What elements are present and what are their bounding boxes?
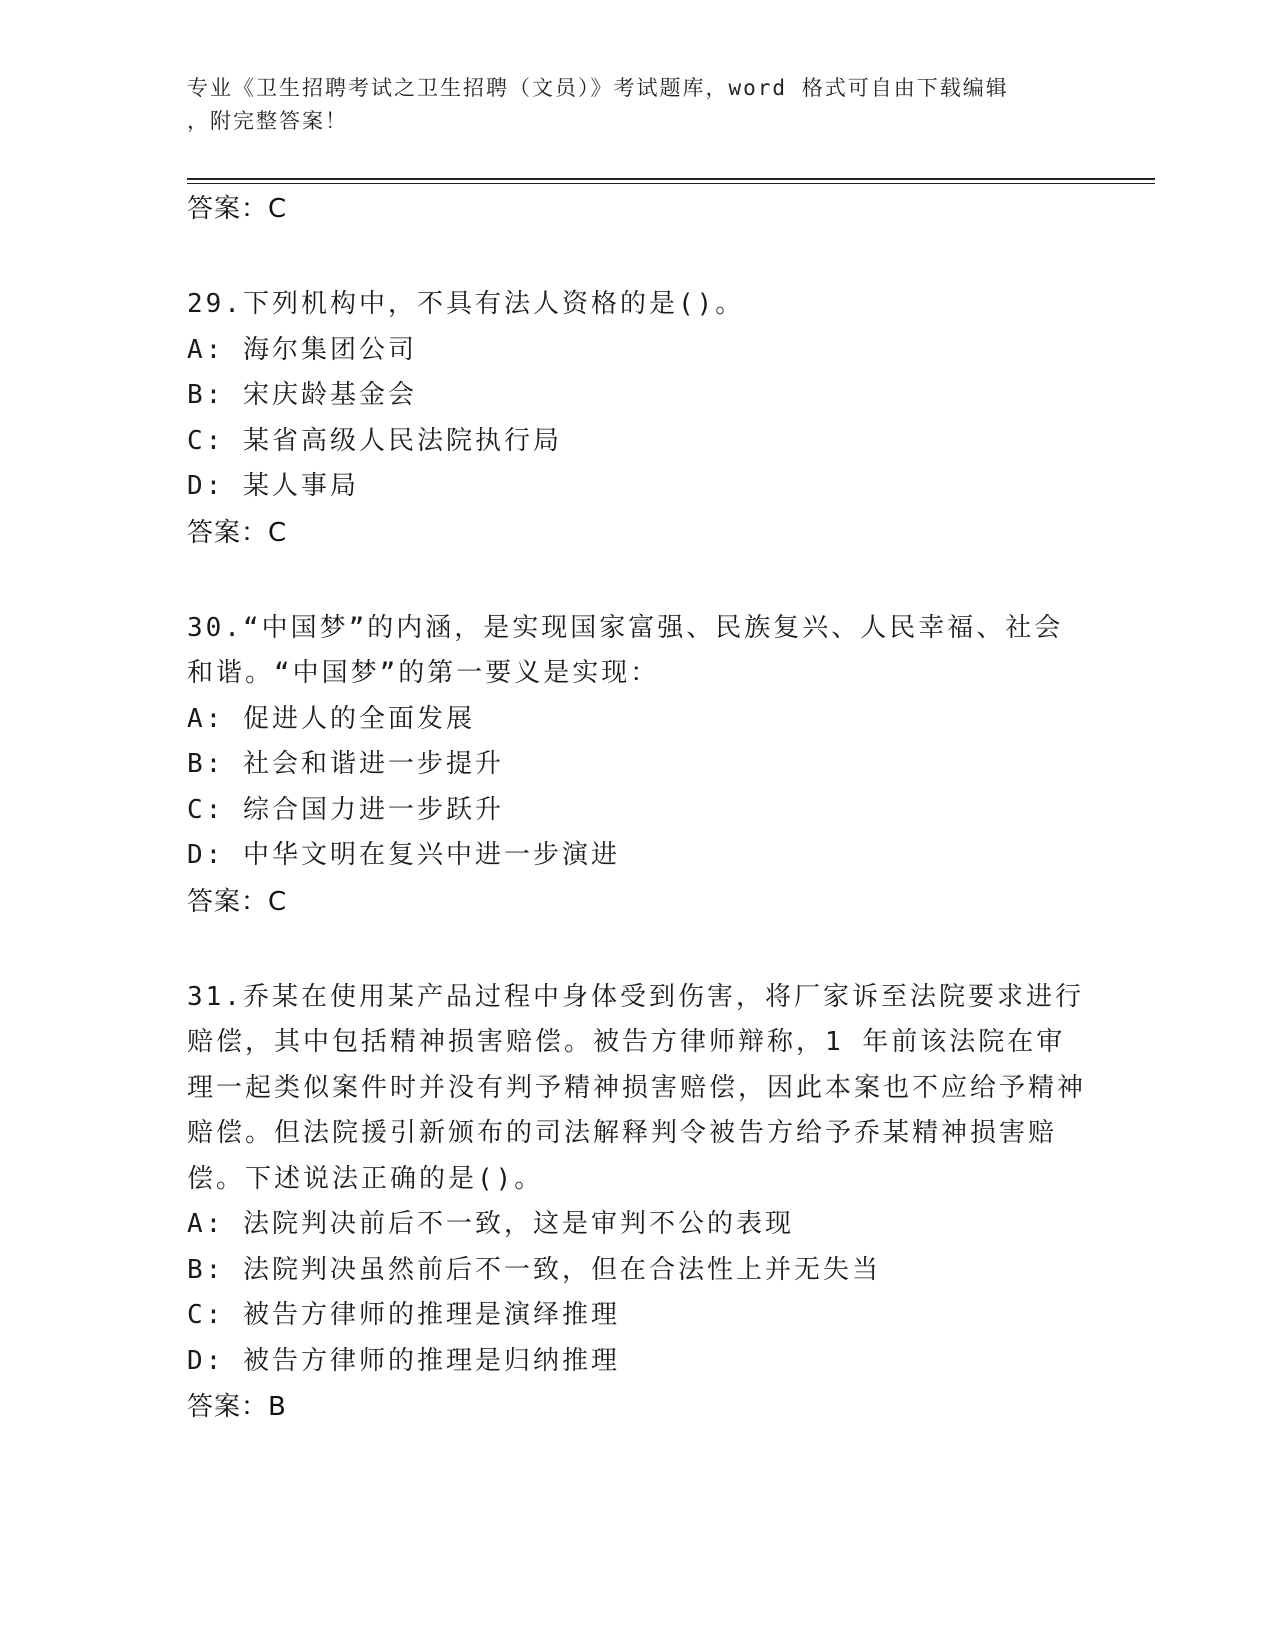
answer-line: 答案：C xyxy=(187,886,288,917)
option-c: C: 综合国力进一步跃升 xyxy=(187,794,504,825)
option-d: D: 中华文明在复兴中进一步演进 xyxy=(187,840,620,870)
page-header xyxy=(187,72,1067,138)
question-text: 30.“中国梦”的内涵，是实现国家富强、民族复兴、人民幸福、社会和谐。“中国梦”的第一要义是实现： xyxy=(187,612,1064,688)
option-b: B: 宋庆龄基金会 xyxy=(187,380,417,410)
answer-line: 答案：C xyxy=(187,194,288,224)
question-31 xyxy=(187,975,1087,1431)
header-rule xyxy=(187,178,1155,180)
header-rule-thin xyxy=(187,183,1155,184)
option-a: A: 海尔集团公司 xyxy=(187,334,417,365)
option-a: A: 法院判决前后不一致，这是审判不公的表现 xyxy=(187,1209,794,1239)
question-30 xyxy=(187,606,1087,925)
option-a: A: 促进人的全面发展 xyxy=(187,703,475,734)
question-text: 31.乔某在使用某产品过程中身体受到伤害，将厂家诉至法院要求进行赔偿，其中包括精神损害赔偿。被告方律师辩称，1 年前该法院在审理一起类似案件时并没有判予精神损害赔偿，因此本案也不应给予精神赔偿。但法院援引新颁布的司法解释判令被告方给予乔某精神损害赔偿。下述说法正确的是()。 xyxy=(187,981,1087,1194)
option-c: C: 某省高级人民法院执行局 xyxy=(187,425,562,456)
option-d: D: 被告方律师的推理是归纳推理 xyxy=(187,1345,620,1376)
option-b: B: 社会和谐进一步提升 xyxy=(187,749,504,779)
header-line-1: 专业《卫生招聘考试之卫生招聘（文员）》考试题库，word 格式可自由下载编辑 xyxy=(187,76,1009,100)
answer-line: 答案：C xyxy=(187,517,288,548)
option-d: D: 某人事局 xyxy=(187,471,359,501)
question-29 xyxy=(187,282,1087,556)
header-line-2: ，附完整答案！ xyxy=(187,109,348,133)
option-c: C: 被告方律师的推理是演绎推理 xyxy=(187,1300,620,1330)
question-text: 29.下列机构中，不具有法人资格的是()。 xyxy=(187,289,745,319)
question-list xyxy=(187,186,1087,1430)
answer-line: 答案：B xyxy=(187,1392,287,1422)
option-b: B: 法院判决虽然前后不一致，但在合法性上并无失当 xyxy=(187,1254,881,1285)
